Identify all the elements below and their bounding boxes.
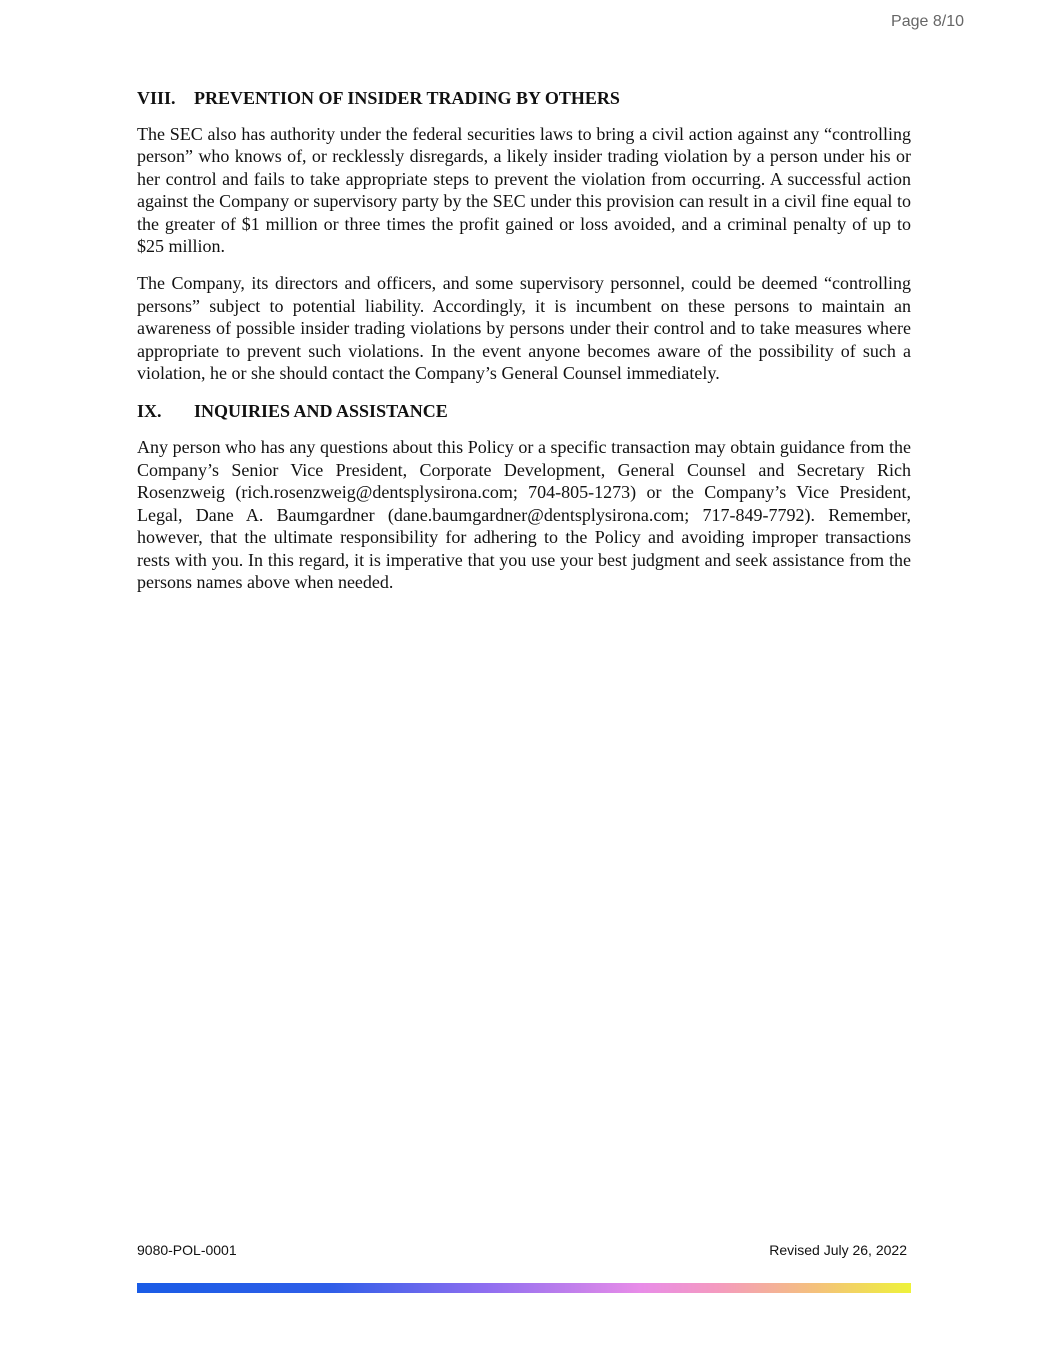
section-heading [137, 86, 911, 110]
section-title: INQUIRIES AND ASSISTANCE [194, 401, 448, 422]
section-number: IX. [137, 401, 162, 422]
section-heading [137, 399, 911, 423]
section-number: VIII. [137, 88, 176, 108]
paragraph: Any person who has any questions about this Policy or a specific transaction may obtain guidance from the Company’s Senior Vice President, Corporate Development, General Counsel and Secretary Rich Rosenzweig (rich.rosenzweig@dentsplysirona.com; 704-805-1273) or the Company’s Vice President, Legal, Dane A. Baumgardner (dane.baumgardner@dentsplysirona.com; 717-849-7792). Remember, however, that the ultimate responsibility for adhering to the Policy and avoiding improper transactions rests with you. In this regard, it is imperative that you use your best judgment and seek assistance from the persons names above when needed. [137, 437, 911, 592]
section-ix [137, 399, 911, 593]
footer-gradient-bar [137, 1283, 911, 1293]
footer-revised-date: Revised July 26, 2022 [769, 1242, 907, 1258]
section-viii [137, 86, 911, 384]
section-title: PREVENTION OF INSIDER TRADING BY OTHERS [194, 88, 620, 108]
paragraph: The SEC also has authority under the federal securities laws to bring a civil action against any “controlling person” who knows of, or recklessly disregards, a likely insider trading violation by a person under his or her control and fails to take appropriate steps to prevent the violation from occurring. A successful action against the Company or supervisory party by the SEC under this provision can result in a civil fine equal to the greater of $1 million or three times the profit gained or loss avoided, and a criminal penalty of up to $25 million. [137, 124, 911, 257]
document-body [137, 86, 911, 608]
paragraph: The Company, its directors and officers, and some supervisory personnel, could be deemed “controlling persons” subject to potential liability. Accordingly, it is incumbent on these persons to maintain an awareness of possible insider trading violations by persons under their control and to take measures where appropriate to prevent such violations. In the event anyone becomes aware of the possibility of such a violation, he or she should contact the Company’s General Counsel immediately. [137, 273, 911, 384]
page-number: Page 8/10 [891, 13, 964, 30]
footer-doc-id: 9080-POL-0001 [137, 1242, 237, 1258]
